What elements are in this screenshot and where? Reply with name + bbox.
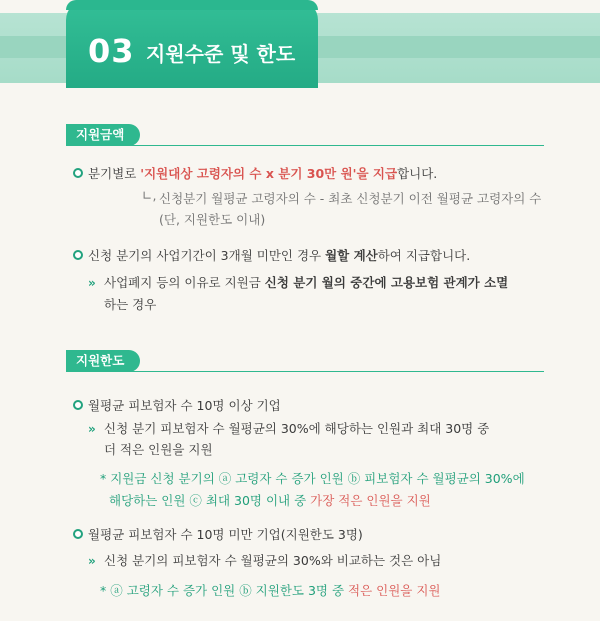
section-label-limit: 지원한도 (66, 350, 140, 372)
circle-bullet-icon (73, 250, 83, 260)
circle-bullet-icon (73, 168, 83, 178)
large-company-rule: 신청 분기 피보험자 수 월평균의 30%에 해당하는 인원과 최대 30명 중 (104, 421, 490, 436)
small-company-note: * ⓐ 고령자 수 증가 인원 ⓑ 지원한도 3명 중 적은 인원을 지원 (100, 583, 441, 598)
circle-bullet-icon (73, 529, 83, 539)
large-company-line: 월평균 피보험자 수 10명 이상 기업 (88, 398, 281, 413)
small-company-line: 월평균 피보험자 수 10명 미만 기업(지원한도 3명) (88, 527, 363, 542)
amount-formula: 신청분기 월평균 고령자의 수 - 최초 신청분기 이전 월평균 고령자의 수 (159, 191, 542, 206)
prorate-line: 신청 분기의 사업기간이 3개월 미만인 경우 월할 계산하여 지급합니다. (88, 248, 471, 263)
section-divider (66, 145, 544, 146)
circle-bullet-icon (73, 400, 83, 410)
double-chevron-icon: » (88, 554, 94, 568)
section-divider (66, 371, 544, 372)
section-number: 03 (88, 32, 135, 70)
amount-limit-note: (단, 지원한도 이내) (159, 212, 266, 227)
double-chevron-icon: » (88, 276, 94, 290)
small-company-rule: 신청 분기의 피보험자 수 월평균의 30%와 비교하는 것은 아님 (104, 553, 442, 568)
closure-case-line2: 하는 경우 (104, 297, 157, 312)
amount-line: 분기별로 '지원대상 고령자의 수 x 분기 30만 원'을 지급합니다. (88, 166, 438, 181)
double-chevron-icon: » (88, 422, 94, 436)
page-title: 지원수준 및 한도 (146, 42, 296, 66)
closure-case-line: 사업폐지 등의 이유로 지원금 신청 분기 월의 중간에 고용보험 관계가 소멸 (104, 275, 509, 290)
large-company-note-line2: 해당하는 인원 ⓒ 최대 30명 이내 중 가장 적은 인원을 지원 (109, 493, 431, 508)
large-company-rule-line2: 더 적은 인원을 지원 (104, 442, 213, 457)
large-company-note: * 지원금 신청 분기의 ⓐ 고령자 수 증가 인원 ⓑ 피보험자 수 월평균의 30%에 (100, 471, 525, 486)
corner-arrow-icon: ∟, (142, 188, 157, 203)
section-label-amount: 지원금액 (66, 124, 140, 146)
